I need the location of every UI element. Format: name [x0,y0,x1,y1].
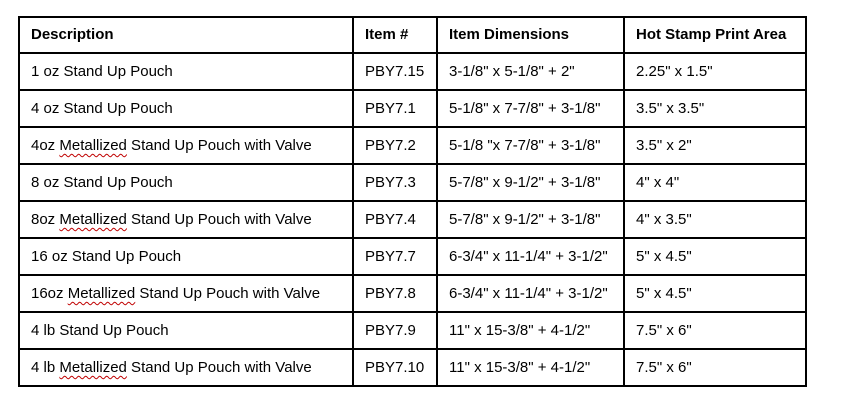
item-dimensions-cell: 3-1/8" x 5-1/8" + 2" [437,53,624,90]
misspelled-word: Metallized [59,136,127,154]
misspelled-word: Metallized [67,284,136,302]
description-cell: 8 oz Stand Up Pouch [19,164,353,201]
item-number-cell: PBY7.15 [353,53,437,90]
print-area-cell: 2.25" x 1.5" [624,53,806,90]
description-cell: 8oz Metallized Stand Up Pouch with Valve [19,201,353,238]
header-row [19,17,806,53]
header-item-dimensions: Item Dimensions [437,17,624,53]
item-number-cell: PBY7.4 [353,201,437,238]
item-number-cell: PBY7.7 [353,238,437,275]
item-number-cell: PBY7.9 [353,312,437,349]
table-row [19,90,806,127]
description-cell: 4 lb Stand Up Pouch [19,312,353,349]
item-dimensions-cell: 6-3/4" x 11-1/4" + 3-1/2" [437,238,624,275]
description-cell: 1 oz Stand Up Pouch [19,53,353,90]
item-number-cell: PBY7.8 [353,275,437,312]
table-row [19,164,806,201]
print-area-cell: 5" x 4.5" [624,275,806,312]
table-row [19,53,806,90]
item-dimensions-cell: 5-7/8" x 9-1/2" + 3-1/8" [437,164,624,201]
misspelled-word: Metallized [59,210,127,228]
print-area-cell: 3.5" x 3.5" [624,90,806,127]
table-row [19,238,806,275]
item-dimensions-cell: 11" x 15-3/8" + 4-1/2" [437,312,624,349]
description-cell: 4 lb Metallized Stand Up Pouch with Valve [19,349,353,386]
print-area-cell: 4" x 3.5" [624,201,806,238]
misspelled-word: Metallized [59,358,127,376]
description-cell: 16oz Metallized Stand Up Pouch with Valve [19,275,353,312]
table-body [19,53,806,386]
header-hot-stamp-print-area: Hot Stamp Print Area [624,17,806,53]
description-cell: 4oz Metallized Stand Up Pouch with Valve [19,127,353,164]
item-number-cell: PBY7.3 [353,164,437,201]
description-cell: 4 oz Stand Up Pouch [19,90,353,127]
pouch-products-table [18,16,807,387]
item-number-cell: PBY7.1 [353,90,437,127]
table-row [19,127,806,164]
table-header [19,17,806,53]
item-dimensions-cell: 11" x 15-3/8" + 4-1/2" [437,349,624,386]
table-row [19,275,806,312]
item-dimensions-cell: 5-7/8" x 9-1/2" + 3-1/8" [437,201,624,238]
table-row [19,201,806,238]
header-description: Description [19,17,353,53]
print-area-cell: 3.5" x 2" [624,127,806,164]
print-area-cell: 7.5" x 6" [624,312,806,349]
item-dimensions-cell: 5-1/8" x 7-7/8" + 3-1/8" [437,90,624,127]
item-number-cell: PBY7.2 [353,127,437,164]
description-cell: 16 oz Stand Up Pouch [19,238,353,275]
print-area-cell: 4" x 4" [624,164,806,201]
table-row [19,349,806,386]
table-row [19,312,806,349]
print-area-cell: 5" x 4.5" [624,238,806,275]
item-dimensions-cell: 6-3/4" x 11-1/4" + 3-1/2" [437,275,624,312]
print-area-cell: 7.5" x 6" [624,349,806,386]
item-dimensions-cell: 5-1/8 "x 7-7/8" + 3-1/8" [437,127,624,164]
header-item-number: Item # [353,17,437,53]
item-number-cell: PBY7.10 [353,349,437,386]
